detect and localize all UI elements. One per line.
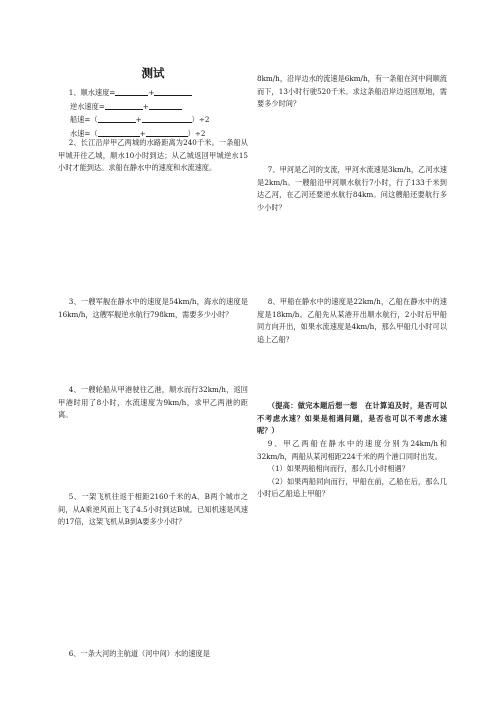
- blank: [105, 100, 143, 110]
- question-5: 5、一架飞机往返于相距2160千米的A、B两个城市之间，从A乘逆风而上飞了4.5小时到达B城。已知机速是风速的17倍，这架飞机从B到A要多少小时？: [58, 492, 248, 527]
- question-2: 2、长江沿岸甲乙两城的水路距离为240千米。一条船从甲城开往乙城，顺水10小时到达；从乙城返回甲城逆水15小时才能到达。求船在静水中的速度和水流速度。: [58, 138, 248, 173]
- blank: [154, 86, 192, 96]
- blank: [142, 113, 192, 123]
- question-1: 1、顺水速度= + 逆水速度= + 船速=（ + ）÷2 水速=（ + ）÷2: [68, 88, 210, 138]
- blank: [98, 113, 136, 123]
- page-title: 测试: [141, 66, 165, 80]
- question-7: 7、甲河是乙河的支流，甲河水流速是3km/h，乙河水速是2km/h。一艘船沿甲河顺水航行7小时，行了133千米到达乙河，在乙河还要逆水航行84km。问这艘船还要航行多少小时？: [257, 165, 447, 212]
- question-6-continued: 8km/h，沿岸边水的流速是6km/h，有一条船在河中间顺流而下，13小时行驶520千米。求这条船沿岸边返回原地，需要多少时间？: [257, 74, 447, 109]
- extension-note: （提高：做完本题后想一想 在计算追及时，是否可以不考虑水速？如果是相遇问题，是否也可以不考虑水速呢？）: [257, 401, 447, 436]
- question-4: 4、一艘轮船从甲港驶往乙港，顺水而行32km/h，返回甲港时用了8小时，水流速度为9km/h，求甲乙两港的距离。: [58, 385, 248, 420]
- question-3: 3、一艘军舰在静水中的速度是54km/h，海水的速度是16km/h，这艘军舰逆水航行798km，需要多少小时？: [58, 297, 248, 319]
- blank: [98, 127, 140, 137]
- blank: [115, 86, 148, 96]
- blank: [149, 100, 182, 110]
- question-8: 8、甲船在静水中的速度是22km/h，乙船在静水中的速度是18km/h。乙船先从某港开出顺水航行，2小时后甲船同方向开出，如果水流速度是4km/h，那么甲船几小时可以追上乙船？: [257, 297, 447, 344]
- question-9: 9、甲乙两船在静水中的速度分别为24km/h和32km/h，两船从某河相距224千米的两个港口同时出发。 （1）如果两船相向而行，那么几小时相遇？ （2）如果两船同向而行，甲船在前，乙船在后，那么几小时后乙船追上甲船？: [257, 439, 447, 499]
- question-6: 6、一条大河的主航道（河中间）水的速度是: [68, 649, 210, 658]
- blank: [146, 127, 188, 137]
